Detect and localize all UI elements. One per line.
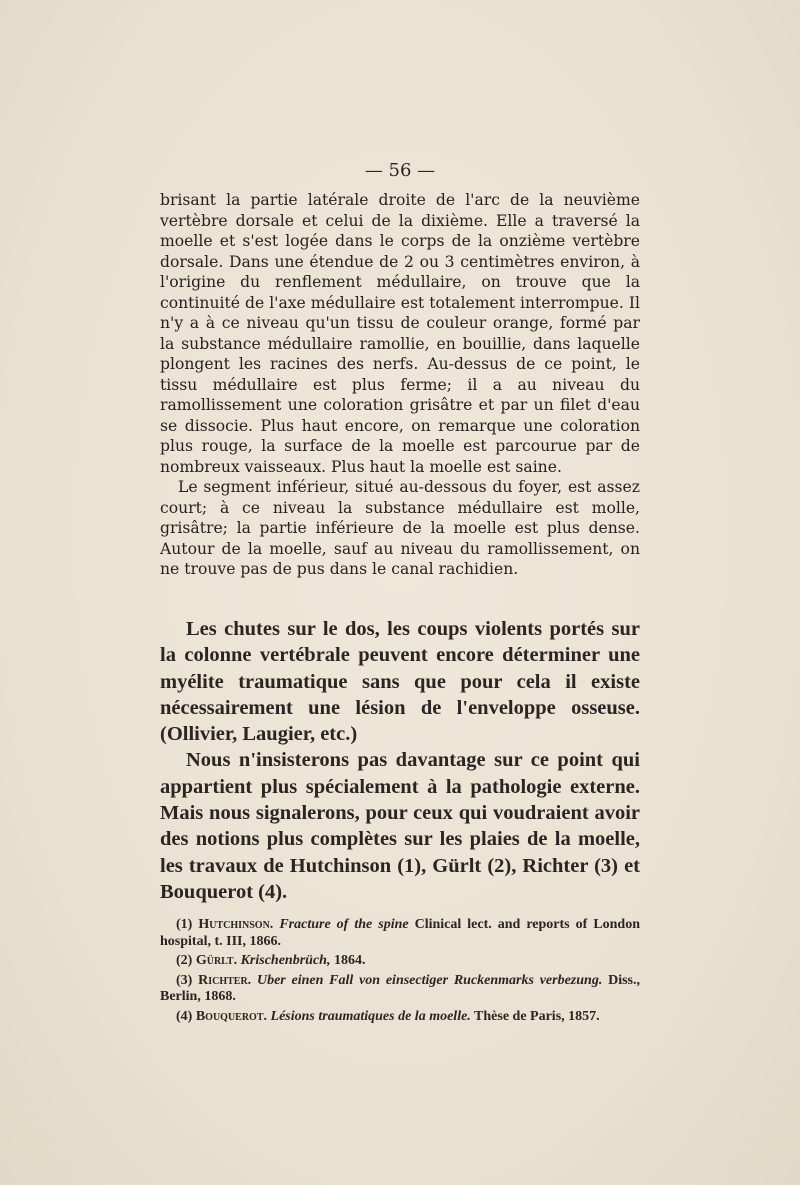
- footnotes: [160, 917, 640, 1028]
- footnote-number: (2): [176, 953, 193, 968]
- footnote-1: [160, 917, 640, 950]
- paragraph-falls: Les chutes sur le dos, les coups violents portés sur la colonne vertébrale peuvent encore déterminer une myélite traumatique sans que pour cela il existe nécessairement une lésion de l'enveloppe osseuse. (Ollivier, Laugier, etc.): [160, 618, 640, 746]
- footnote-details: 1864.: [330, 953, 366, 968]
- paragraph-continuation: brisant la partie latérale droite de l'arc de la neuvième vertèbre dorsale et celui de la dixième. Elle a traversé la moelle et s'est logée dans le corps de la onzième vertèbre dorsale. Dans une étendue de 2 ou 3 centimètres environ, à l'origine du renflement médullaire, on trouve que la continuité de l'axe médullaire est totalement interrompue. Il n'y a à ce niveau qu'un tissu de couleur orange, formé par la substance médullaire ramollie, en bouillie, dans laquelle plongent les racines des nerfs. Au-dessus de ce point, le tissu médullaire est plus ferme; il a au niveau du ramollissement une coloration grisâtre et par un filet d'eau se dissocie. Plus haut encore, on remarque une coloration plus rouge, la surface de la moelle est parcourue par de nombreux vaisseaux. Plus haut la moelle est saine.: [160, 191, 640, 476]
- body-text-large: [160, 616, 640, 905]
- footnote-title: Uber einen Fall von einsectiger Ruckenmarks verbezung.: [256, 972, 603, 988]
- footnote-author: Richter.: [198, 972, 252, 988]
- footnote-2: [160, 953, 640, 970]
- footnote-title: Krischenbrüch,: [240, 953, 331, 968]
- footnote-title: Lésions traumatiques de la moelle.: [270, 1008, 471, 1024]
- footnote-details: Clinical lect. and reports of London hospital, t. III, 1866.: [160, 917, 641, 949]
- footnote-3: [160, 973, 640, 1006]
- footnote-author: Gürlt.: [195, 953, 238, 968]
- paragraph-lower-segment: Le segment inférieur, situé au-dessous du foyer, est assez court; à ce niveau la substance médullaire est molle, grisâtre; la partie inférieure de la moelle est plus dense. Autour de la moelle, sauf au niveau du ramollissement, on ne trouve pas de pus dans le canal rachidien.: [160, 478, 640, 578]
- page-number: — 56 —: [364, 160, 436, 181]
- footnote-number: (3): [176, 972, 193, 988]
- paragraph-references: Nous n'insisterons pas davantage sur ce point qui appartient plus spécialement à la pathologie externe. Mais nous signalerons, pour ceux qui voudraient avoir des notions plus complètes sur les plaies de la moelle, les travaux de Hutchinson (1), Gürlt (2), Richter (3) et Bouquerot (4).: [160, 749, 640, 903]
- footnote-4: [160, 1009, 640, 1026]
- body-text-upper: [160, 190, 640, 580]
- footnote-title: Fracture of the spine: [279, 917, 409, 932]
- footnote-author: Bouquerot.: [195, 1008, 268, 1024]
- footnote-number: (1): [176, 917, 193, 932]
- footnote-author: Hutchinson.: [198, 917, 274, 932]
- footnote-details: Thèse de Paris, 1857.: [470, 1008, 600, 1024]
- footnote-number: (4): [176, 1008, 193, 1024]
- footnote-details: Diss., Berlin, 1868.: [160, 972, 640, 1004]
